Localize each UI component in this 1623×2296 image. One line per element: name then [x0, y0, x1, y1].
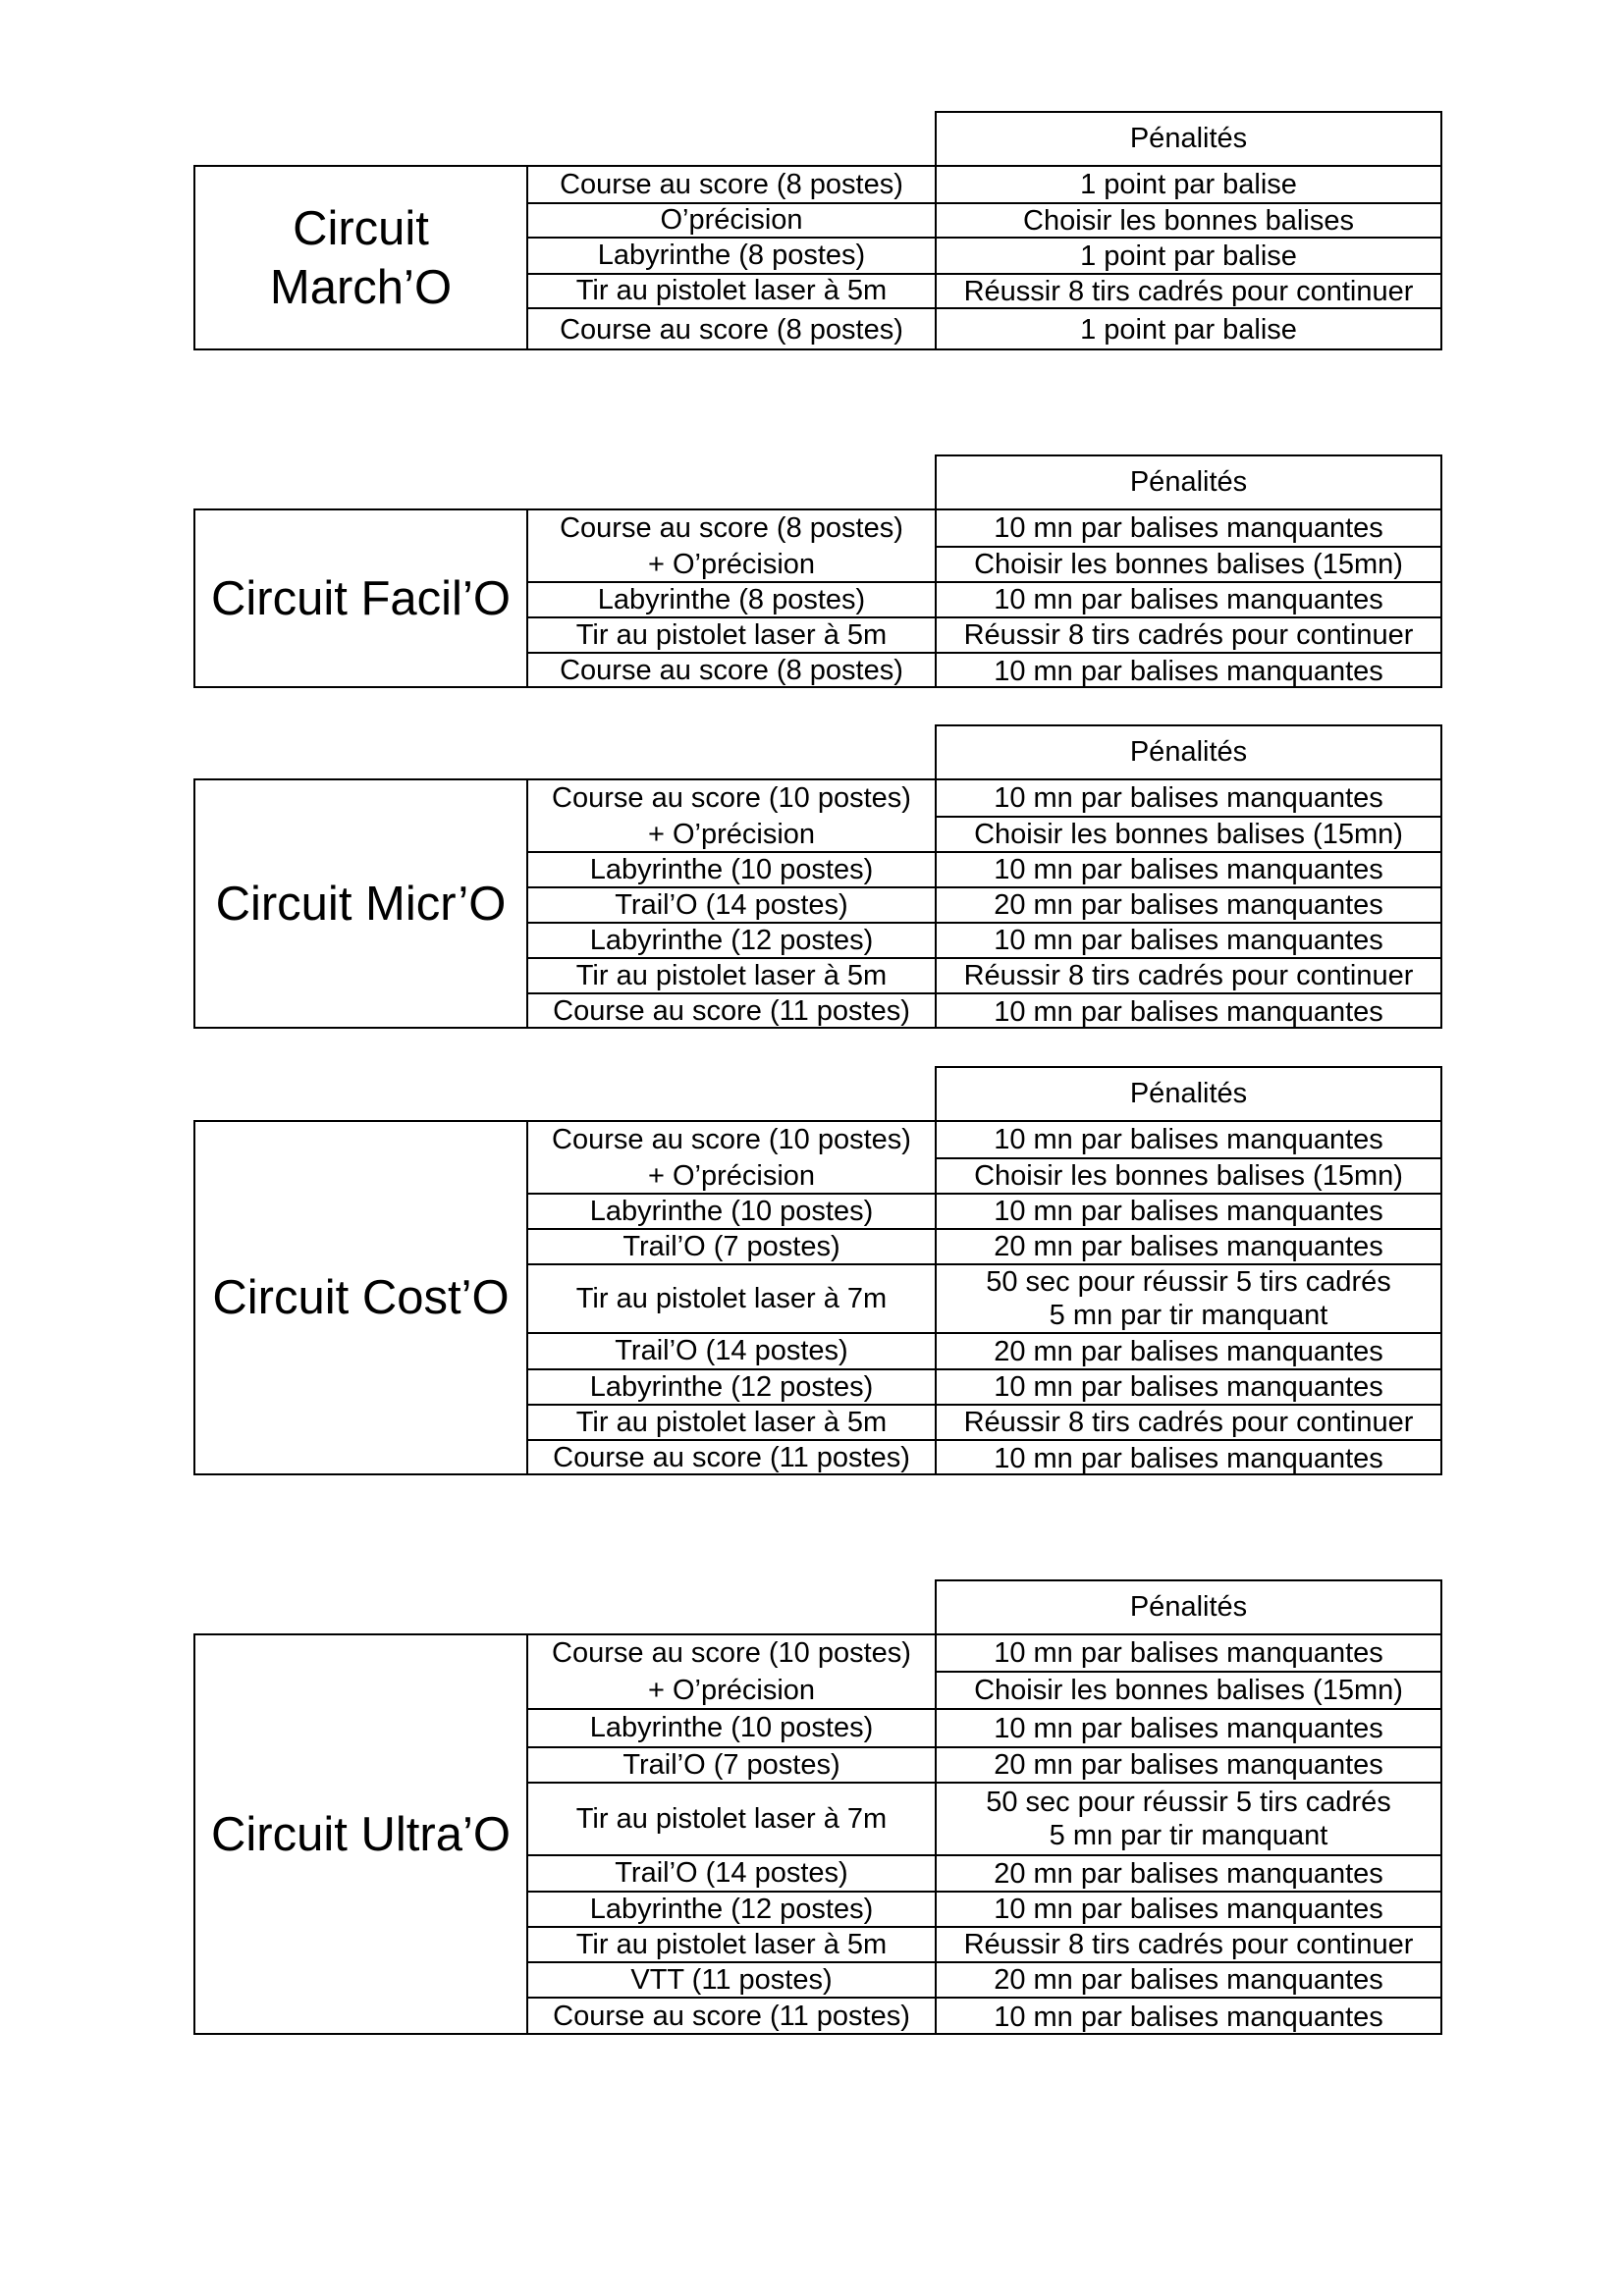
penalties-header: Pénalités [935, 454, 1442, 510]
activity-cell: Tir au pistolet laser à 5m [528, 618, 937, 652]
activity-cell: Tir au pistolet laser à 5m [528, 275, 937, 307]
circuit-name: Circuit Micr’O [195, 780, 528, 1027]
circuit-body [193, 778, 1442, 1029]
penalty-cell: 20 mn par balises manquantes [994, 1749, 1383, 1781]
activity-cell: Course au score (8 postes) [528, 654, 937, 688]
circuit-body [193, 508, 1442, 688]
activity-cell: Labyrinthe (12 postes) [528, 1893, 937, 1926]
penalty-cell: Choisir les bonnes balises [1023, 204, 1354, 237]
activity-cell: Trail’O (7 postes) [528, 1230, 937, 1263]
table-row [528, 1782, 1440, 1854]
penalty-cell: Réussir 8 tirs cadrés pour continuer [963, 275, 1414, 307]
penalty-cell: Réussir 8 tirs cadrés pour continuer [963, 1929, 1414, 1960]
merged-cell-mask [528, 546, 935, 548]
table-row [528, 581, 1440, 616]
table-row [528, 957, 1440, 992]
penalty-cell: 10 mn par balises manquantes [994, 854, 1383, 885]
table-row [528, 202, 1440, 237]
circuit-table [193, 111, 1442, 350]
penalty-cell: 10 mn par balises manquantes [994, 1371, 1383, 1403]
circuit-name: Circuit Facil’O [195, 510, 528, 686]
penalty-cell: Choisir les bonnes balises (15mn) [974, 819, 1403, 850]
activity-cell: Trail’O (14 postes) [528, 888, 937, 922]
activity-cell: Trail’O (14 postes) [528, 1334, 937, 1368]
penalties-header: Pénalités [935, 111, 1442, 167]
penalty-cell: 10 mn par balises manquantes [994, 995, 1383, 1028]
penalty-cell: Réussir 8 tirs cadrés pour continuer [963, 619, 1414, 651]
activity-cell: Trail’O (7 postes) [528, 1748, 937, 1782]
circuit-name: Circuit Ultra’O [195, 1635, 528, 2033]
table-row [528, 546, 1440, 581]
table-row [528, 237, 1440, 273]
table-row [528, 1439, 1440, 1475]
table-row [528, 510, 1440, 546]
table-row [528, 307, 1440, 350]
penalty-cell: 10 mn par balises manquantes [994, 1442, 1383, 1474]
penalty-cell: Choisir les bonnes balises (15mn) [974, 1160, 1403, 1192]
circuit-body [193, 1120, 1442, 1475]
activity-cell: Tir au pistolet laser à 7m [528, 1265, 937, 1332]
activity-cell: + O’précision [528, 1159, 937, 1193]
activity-cell: Tir au pistolet laser à 5m [528, 1928, 937, 1961]
table-row [528, 1997, 1440, 2035]
penalty-cell: 10 mn par balises manquantes [994, 1196, 1383, 1227]
circuit-body [193, 1633, 1442, 2035]
merged-cell-mask [528, 1157, 935, 1159]
penalty-cell: 10 mn par balises manquantes [994, 2001, 1383, 2033]
circuit-name: Circuit March’O [195, 167, 528, 348]
table-row [528, 780, 1440, 816]
table-row [528, 1193, 1440, 1228]
table-row [528, 167, 1440, 202]
table-row [528, 1961, 1440, 1997]
activity-cell: + O’précision [528, 548, 937, 581]
table-row [528, 616, 1440, 652]
table-row [528, 851, 1440, 886]
penalty-cell: 1 point par balise [1080, 240, 1297, 272]
penalty-cell: 50 sec pour réussir 5 tirs cadrés 5 mn par tir manquant [986, 1266, 1391, 1331]
merged-cell-mask [528, 816, 935, 818]
activity-cell: Course au score (8 postes) [528, 510, 937, 546]
table-row [528, 1332, 1440, 1368]
penalty-cell: 10 mn par balises manquantes [994, 1712, 1383, 1744]
penalty-cell: 10 mn par balises manquantes [994, 655, 1383, 687]
circuit-table [193, 454, 1442, 688]
penalty-cell: 10 mn par balises manquantes [994, 1637, 1383, 1669]
penalty-cell: Réussir 8 tirs cadrés pour continuer [963, 1407, 1414, 1438]
penalty-cell: 10 mn par balises manquantes [994, 1894, 1383, 1925]
penalty-cell: 20 mn par balises manquantes [994, 1964, 1383, 1996]
table-row [528, 992, 1440, 1029]
penalties-header: Pénalités [935, 1579, 1442, 1635]
penalties-header: Pénalités [935, 1066, 1442, 1122]
activity-cell: Course au score (8 postes) [528, 309, 937, 350]
table-row [528, 1368, 1440, 1404]
activity-cell: VTT (11 postes) [528, 1963, 937, 1997]
penalty-cell: 50 sec pour réussir 5 tirs cadrés 5 mn par tir manquant [986, 1787, 1391, 1851]
penalty-cell: 10 mn par balises manquantes [994, 782, 1383, 814]
penalty-cell: Choisir les bonnes balises (15mn) [974, 1675, 1403, 1706]
penalty-cell: 1 point par balise [1080, 314, 1297, 346]
penalty-cell: 10 mn par balises manquantes [994, 512, 1383, 544]
table-row [528, 1404, 1440, 1439]
activity-cell: Labyrinthe (12 postes) [528, 1370, 937, 1404]
activity-cell: Labyrinthe (10 postes) [528, 1710, 937, 1746]
activity-cell: Labyrinthe (12 postes) [528, 924, 937, 957]
activity-cell: Tir au pistolet laser à 5m [528, 1406, 937, 1439]
penalty-cell: 20 mn par balises manquantes [994, 1335, 1383, 1367]
activity-cell: Trail’O (14 postes) [528, 1856, 937, 1891]
table-row [528, 816, 1440, 851]
merged-cell-mask [528, 1671, 935, 1673]
table-row [528, 1635, 1440, 1671]
activity-cell: Labyrinthe (8 postes) [528, 583, 937, 616]
table-row [528, 1891, 1440, 1926]
penalty-cell: Choisir les bonnes balises (15mn) [974, 549, 1403, 580]
table-row [528, 1228, 1440, 1263]
table-row [528, 1854, 1440, 1891]
activity-cell: Course au score (8 postes) [528, 167, 937, 202]
activity-cell: Labyrinthe (8 postes) [528, 239, 937, 273]
table-row [528, 1926, 1440, 1961]
table-row [528, 1263, 1440, 1332]
circuit-name: Circuit Cost’O [195, 1122, 528, 1473]
penalty-cell: 20 mn par balises manquantes [994, 1857, 1383, 1890]
table-row [528, 922, 1440, 957]
activity-cell: Tir au pistolet laser à 5m [528, 959, 937, 992]
circuit-body [193, 165, 1442, 350]
table-row [528, 1708, 1440, 1746]
activity-cell: Course au score (10 postes) [528, 1635, 937, 1671]
penalty-cell: 10 mn par balises manquantes [994, 584, 1383, 615]
table-row [528, 1157, 1440, 1193]
activity-cell: Course au score (11 postes) [528, 994, 937, 1029]
penalty-cell: 20 mn par balises manquantes [994, 1231, 1383, 1262]
penalty-cell: 20 mn par balises manquantes [994, 889, 1383, 921]
activity-cell: Course au score (11 postes) [528, 1999, 937, 2035]
table-row [528, 273, 1440, 307]
activity-cell: Tir au pistolet laser à 7m [528, 1784, 937, 1854]
table-row [528, 1746, 1440, 1782]
penalty-cell: 10 mn par balises manquantes [994, 1124, 1383, 1155]
circuit-table [193, 724, 1442, 1029]
table-row [528, 886, 1440, 922]
table-row [528, 1122, 1440, 1157]
penalty-cell: Réussir 8 tirs cadrés pour continuer [963, 960, 1414, 991]
table-row [528, 1671, 1440, 1708]
penalty-cell: 10 mn par balises manquantes [994, 925, 1383, 956]
activity-cell: O’précision [528, 204, 937, 237]
activity-cell: Course au score (10 postes) [528, 780, 937, 816]
penalties-header: Pénalités [935, 724, 1442, 780]
activity-cell: Course au score (10 postes) [528, 1122, 937, 1157]
activity-cell: Course au score (11 postes) [528, 1441, 937, 1475]
activity-cell: + O’précision [528, 818, 937, 851]
penalty-cell: 1 point par balise [1080, 169, 1297, 200]
table-row [528, 652, 1440, 688]
activity-cell: + O’précision [528, 1673, 937, 1708]
circuit-table [193, 1066, 1442, 1475]
activity-cell: Labyrinthe (10 postes) [528, 1195, 937, 1228]
circuit-table [193, 1579, 1442, 2035]
activity-cell: Labyrinthe (10 postes) [528, 853, 937, 886]
